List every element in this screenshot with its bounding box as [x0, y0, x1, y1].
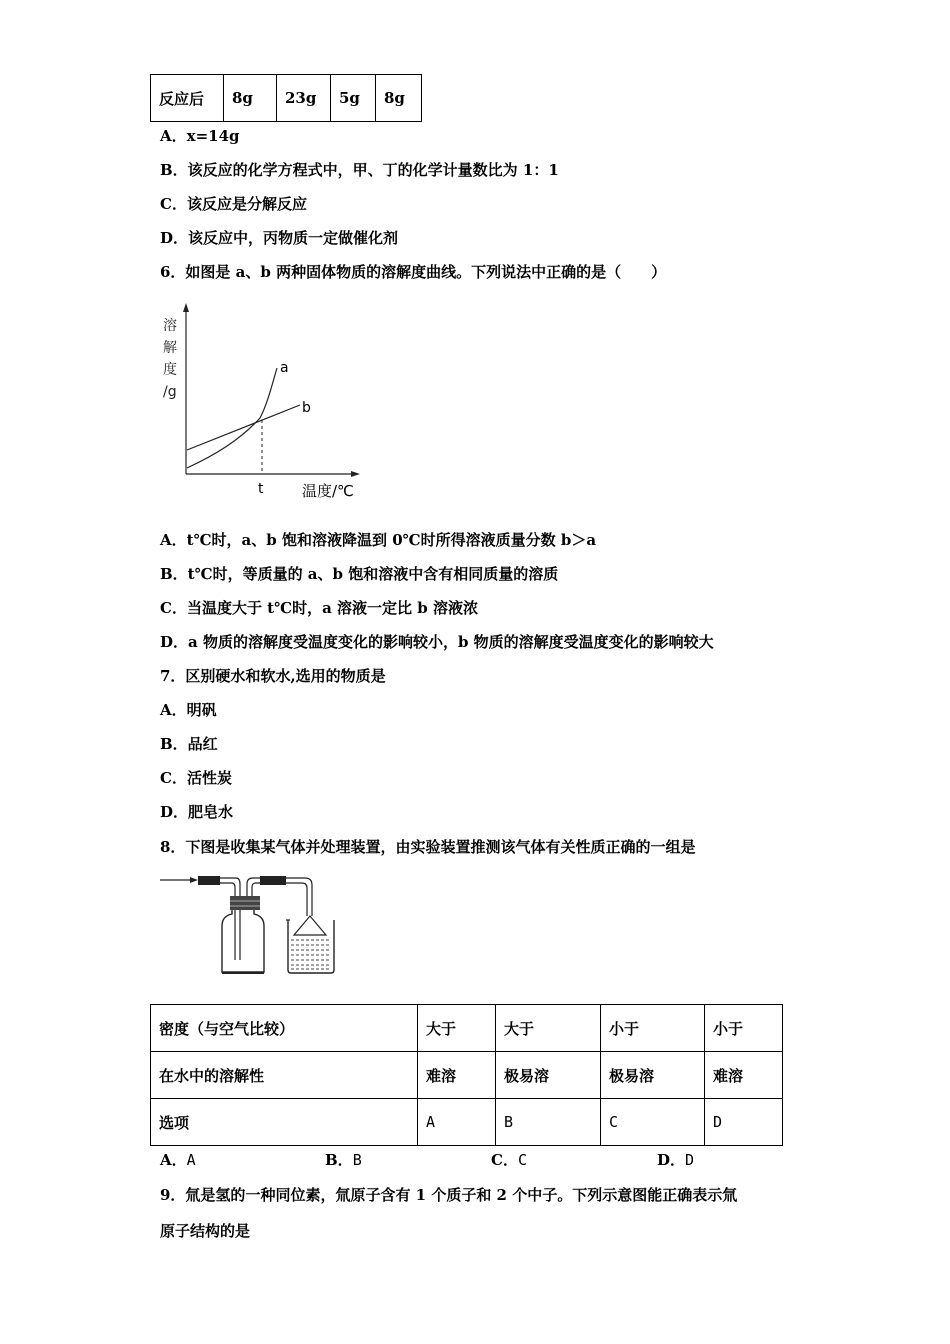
table-cell: D: [705, 1099, 783, 1146]
table-cell: B: [496, 1099, 601, 1146]
q8-option-b: B．B: [325, 1151, 362, 1169]
table-cell: 大于: [418, 1005, 496, 1052]
solubility-curve-figure: [155, 300, 375, 505]
y-axis-label-char: 溶: [163, 318, 177, 334]
table-cell: 5g: [331, 75, 376, 122]
table-cell: 在水中的溶解性: [151, 1052, 418, 1099]
gas-collection-apparatus: [160, 868, 340, 978]
q6-option-d: D．a 物质的溶解度受温度变化的影响较小，b 物质的溶解度受温度变化的影响较大: [160, 633, 714, 651]
table-cell: 8g: [376, 75, 422, 122]
q7-stem: 7．区别硬水和软水,选用的物质是: [160, 667, 386, 685]
q5-option-b: B．该反应的化学方程式中，甲、丁的化学计量数比为 1：1: [160, 161, 559, 179]
gas-property-table: [150, 1004, 783, 1146]
table-cell: A: [418, 1099, 496, 1146]
table-cell: 小于: [601, 1005, 705, 1052]
table-cell: C: [601, 1099, 705, 1146]
q6-stem: 6．如图是 a、b 两种固体物质的溶解度曲线。下列说法中正确的是（ ）: [160, 263, 667, 281]
inverted-funnel: [294, 916, 326, 935]
table-cell: 小于: [705, 1005, 783, 1052]
rubber-tube: [260, 876, 286, 885]
table-row: [151, 1052, 783, 1099]
table-cell: 极易溶: [496, 1052, 601, 1099]
y-axis-label-char: 解: [163, 340, 177, 356]
q8-stem: 8．下图是收集某气体并处理装置，由实验装置推测该气体有关性质正确的一组是: [160, 838, 696, 856]
x-axis-label: 温度/℃: [302, 482, 354, 500]
curve-b-label: b: [302, 400, 311, 416]
curve-b: [187, 405, 300, 450]
table-cell: 极易溶: [601, 1052, 705, 1099]
q6-option-c: C．当温度大于 t℃时，a 溶液一定比 b 溶液浓: [160, 599, 478, 617]
q5-option-a: A．x=14g: [160, 127, 240, 145]
q9-stem-line1: 9．氚是氢的一种同位素，氚原子含有 1 个质子和 2 个中子。下列示意图能正确表示氚: [160, 1186, 738, 1204]
q6-option-a: A．t℃时，a、b 饱和溶液降温到 0℃时所得溶液质量分数 b＞a: [160, 531, 597, 549]
t-label: t: [258, 481, 264, 497]
table-cell: 大于: [496, 1005, 601, 1052]
y-axis-arrow: [183, 303, 189, 312]
q7-option-a: A．明矾: [160, 701, 217, 719]
table-cell: 难溶: [418, 1052, 496, 1099]
q8-option-a: A．A: [160, 1151, 196, 1169]
table-row: [151, 1005, 783, 1052]
water: [291, 940, 331, 969]
q7-option-d: D．肥皂水: [160, 803, 234, 821]
q8-option-c: C．C: [491, 1151, 527, 1169]
bottle-stopper: [230, 896, 260, 910]
q8-option-d: D．D: [657, 1151, 695, 1169]
table-row-label: 反应后: [151, 75, 224, 122]
table-cell: 23g: [277, 75, 331, 122]
table-row: [151, 1099, 783, 1146]
table-cell: 难溶: [705, 1052, 783, 1099]
y-axis-label-char: /g: [163, 384, 177, 400]
y-axis-label-char: 度: [163, 362, 177, 378]
rubber-tube: [198, 876, 220, 885]
q5-option-d: D．该反应中，丙物质一定做催化剂: [160, 229, 399, 247]
curve-a-label: a: [280, 360, 289, 376]
gas-bottle: [222, 910, 264, 972]
curve-a: [187, 368, 277, 468]
reaction-table: [150, 74, 422, 122]
x-axis-arrow: [351, 471, 360, 477]
q7-option-c: C．活性炭: [160, 769, 232, 787]
q9-stem-line2: 原子结构的是: [160, 1222, 251, 1240]
q7-option-b: B．品红: [160, 735, 218, 753]
q6-option-b: B．t℃时，等质量的 a、b 饱和溶液中含有相同质量的溶质: [160, 565, 559, 583]
table-cell: 8g: [224, 75, 277, 122]
table-cell: 密度（与空气比较）: [151, 1005, 418, 1052]
inlet-arrow-head: [190, 877, 198, 883]
q5-option-c: C．该反应是分解反应: [160, 195, 307, 213]
table-cell: 选项: [151, 1099, 418, 1146]
